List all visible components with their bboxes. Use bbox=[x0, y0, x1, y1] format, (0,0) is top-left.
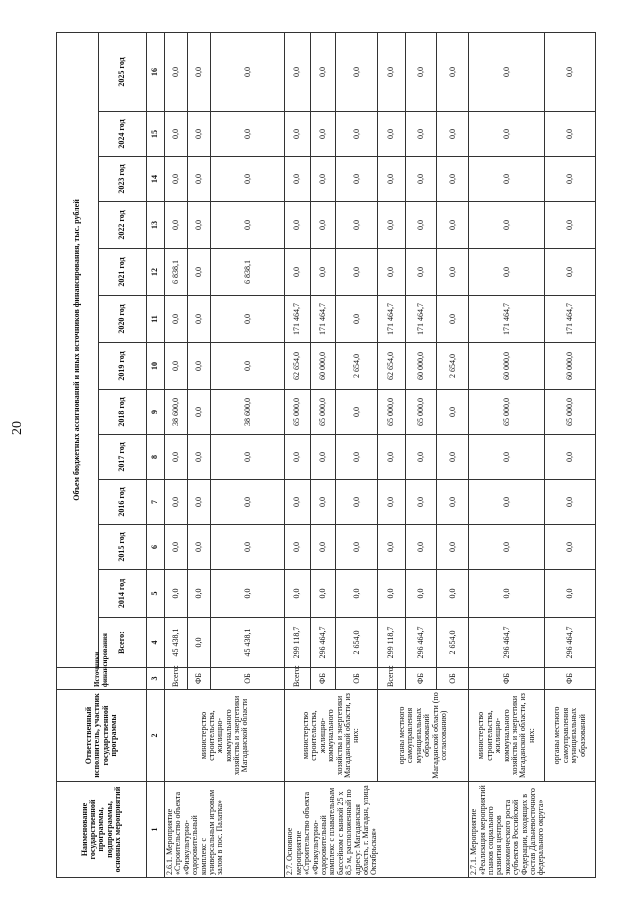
row-executor: органы местного самоуправления муниципальных образований bbox=[545, 690, 596, 782]
cell: 0,0 bbox=[405, 32, 437, 111]
cell: 0,0 bbox=[336, 570, 378, 618]
row-total: 0,0 bbox=[188, 618, 211, 668]
col-num: 14 bbox=[147, 157, 165, 202]
cell: 65 000,0 bbox=[469, 390, 545, 435]
row-source: ОБ bbox=[437, 668, 469, 690]
cell: 38 600,0 bbox=[211, 390, 285, 435]
header-year: 2022 год bbox=[99, 202, 147, 249]
col-num: 13 bbox=[147, 202, 165, 249]
cell: 62 654,0 bbox=[378, 343, 405, 390]
cell: 0,0 bbox=[437, 390, 469, 435]
row-total: 296 464,7 bbox=[469, 618, 545, 668]
cell: 0,0 bbox=[378, 112, 405, 157]
header-total: Всего: bbox=[99, 618, 147, 668]
cell: 0,0 bbox=[545, 525, 596, 570]
row-total: 2 654,0 bbox=[437, 618, 469, 668]
cell: 0,0 bbox=[285, 202, 310, 249]
cell: 0,0 bbox=[285, 480, 310, 525]
page-number: 20 bbox=[10, 421, 25, 435]
cell: 0,0 bbox=[336, 157, 378, 202]
cell: 171 464,7 bbox=[378, 296, 405, 343]
cell: 0,0 bbox=[378, 157, 405, 202]
cell: 0,0 bbox=[211, 435, 285, 480]
cell: 0,0 bbox=[188, 570, 211, 618]
table-row bbox=[378, 32, 405, 877]
cell: 0,0 bbox=[378, 435, 405, 480]
cell: 0,0 bbox=[211, 157, 285, 202]
cell: 0,0 bbox=[188, 480, 211, 525]
row-total: 299 118,7 bbox=[285, 618, 310, 668]
cell: 0,0 bbox=[310, 202, 335, 249]
table-row bbox=[469, 32, 545, 877]
col-num: 16 bbox=[147, 32, 165, 111]
header-year: 2025 год bbox=[99, 32, 147, 111]
row-name: 2.7.1. Мероприятие «Реализация мероприятий планов социального развития центров экономического роста субъектов Российской Федерации, входящих в состав Дальневосточного федерального округа» bbox=[469, 782, 596, 878]
header-funding: Объем бюджетных ассигнований и иных источников финансирования, тыс. рублей bbox=[57, 32, 99, 667]
header-year: 2021 год bbox=[99, 249, 147, 296]
col-num: 5 bbox=[147, 570, 165, 618]
cell: 0,0 bbox=[378, 249, 405, 296]
cell: 0,0 bbox=[405, 157, 437, 202]
cell: 6 838,1 bbox=[211, 249, 285, 296]
cell: 171 464,7 bbox=[545, 296, 596, 343]
cell: 0,0 bbox=[188, 296, 211, 343]
row-total: 296 464,7 bbox=[405, 618, 437, 668]
cell: 0,0 bbox=[378, 570, 405, 618]
cell: 0,0 bbox=[211, 112, 285, 157]
cell: 0,0 bbox=[285, 112, 310, 157]
cell: 0,0 bbox=[165, 570, 188, 618]
col-num: 2 bbox=[147, 690, 165, 782]
header-year: 2014 год bbox=[99, 570, 147, 618]
header-year: 2018 год bbox=[99, 390, 147, 435]
cell: 0,0 bbox=[165, 435, 188, 480]
cell: 0,0 bbox=[469, 112, 545, 157]
cell: 0,0 bbox=[188, 435, 211, 480]
cell: 0,0 bbox=[437, 202, 469, 249]
row-total: 296 464,7 bbox=[310, 618, 335, 668]
header-executor: Ответственный исполнитель, участник государственной программы bbox=[57, 690, 147, 782]
cell: 0,0 bbox=[310, 32, 335, 111]
row-source: ОБ bbox=[211, 668, 285, 690]
col-num: 6 bbox=[147, 525, 165, 570]
cell: 0,0 bbox=[310, 525, 335, 570]
cell: 0,0 bbox=[336, 525, 378, 570]
cell: 0,0 bbox=[545, 202, 596, 249]
cell: 0,0 bbox=[165, 525, 188, 570]
col-num: 15 bbox=[147, 112, 165, 157]
col-num: 4 bbox=[147, 618, 165, 668]
cell: 0,0 bbox=[405, 480, 437, 525]
cell: 0,0 bbox=[336, 296, 378, 343]
cell: 62 654,0 bbox=[285, 343, 310, 390]
cell: 0,0 bbox=[469, 249, 545, 296]
row-source: Всего: bbox=[378, 668, 405, 690]
header-year: 2023 год bbox=[99, 157, 147, 202]
cell: 38 600,0 bbox=[165, 390, 188, 435]
header-name: Наименование государственной программы, подпрограммы, основных мероприятий bbox=[57, 782, 147, 878]
row-executor: министерство строительства, жилищно-коммунального хозяйства и энергетики Магаданской области, из них: bbox=[469, 690, 545, 782]
cell: 0,0 bbox=[188, 249, 211, 296]
row-source: ФБ bbox=[188, 668, 211, 690]
cell: 0,0 bbox=[469, 525, 545, 570]
row-source: ФБ bbox=[405, 668, 437, 690]
row-source: ОБ bbox=[336, 668, 378, 690]
cell: 0,0 bbox=[211, 525, 285, 570]
cell: 0,0 bbox=[405, 202, 437, 249]
cell: 0,0 bbox=[545, 435, 596, 480]
row-executor: министерство строительства, жилищно-коммунального хозяйства и энергетики Магаданской области, из них: bbox=[285, 690, 378, 782]
cell: 0,0 bbox=[211, 570, 285, 618]
cell: 0,0 bbox=[545, 157, 596, 202]
cell: 0,0 bbox=[437, 249, 469, 296]
cell: 0,0 bbox=[437, 32, 469, 111]
table-row bbox=[545, 32, 596, 877]
cell: 0,0 bbox=[310, 157, 335, 202]
cell: 0,0 bbox=[405, 570, 437, 618]
cell: 0,0 bbox=[188, 343, 211, 390]
cell: 0,0 bbox=[469, 202, 545, 249]
cell: 0,0 bbox=[310, 570, 335, 618]
cell: 171 464,7 bbox=[285, 296, 310, 343]
cell: 0,0 bbox=[211, 202, 285, 249]
cell: 0,0 bbox=[165, 157, 188, 202]
col-num: 12 bbox=[147, 249, 165, 296]
cell: 2 654,0 bbox=[336, 343, 378, 390]
cell: 0,0 bbox=[165, 343, 188, 390]
cell: 0,0 bbox=[469, 570, 545, 618]
header-year: 2017 год bbox=[99, 435, 147, 480]
cell: 0,0 bbox=[285, 570, 310, 618]
cell: 0,0 bbox=[469, 480, 545, 525]
row-source: ФБ bbox=[469, 668, 545, 690]
cell: 0,0 bbox=[336, 112, 378, 157]
cell: 0,0 bbox=[165, 480, 188, 525]
row-executor: министерство строительства, жилищно-коммунального хозяйства и энергетики Магаданской области bbox=[165, 690, 285, 782]
table-row bbox=[285, 32, 310, 877]
col-num: 9 bbox=[147, 390, 165, 435]
cell: 0,0 bbox=[285, 435, 310, 480]
cell: 0,0 bbox=[336, 480, 378, 525]
column-number-row bbox=[147, 32, 165, 877]
cell: 60 000,0 bbox=[545, 343, 596, 390]
cell: 171 464,7 bbox=[469, 296, 545, 343]
cell: 65 000,0 bbox=[545, 390, 596, 435]
row-name: 2.6.1. Мероприятие «Строительство объекта «Физкультурно-оздоровительный комплекс с универсальным игровым залом в пос. Палатка» bbox=[165, 782, 285, 878]
cell: 0,0 bbox=[285, 249, 310, 296]
row-source: ФБ bbox=[310, 668, 335, 690]
row-name: 2.7. Основное мероприятие «Строительство объекта «Физкультурно-оздоровительный комплекс с плавательным бассейном с ванной 25 х 8,5 м, расположенный по адресу: Магаданская область, г. Магадан, улица Октябрьская» bbox=[285, 782, 469, 878]
cell: 0,0 bbox=[469, 32, 545, 111]
cell: 0,0 bbox=[285, 32, 310, 111]
row-executor: органы местного самоуправления муниципальных образований Магаданской области (по согласованию) bbox=[378, 690, 469, 782]
cell: 0,0 bbox=[545, 32, 596, 111]
header-year: 2016 год bbox=[99, 480, 147, 525]
cell: 60 000,0 bbox=[405, 343, 437, 390]
cell: 0,0 bbox=[378, 480, 405, 525]
cell: 171 464,7 bbox=[310, 296, 335, 343]
cell: 65 000,0 bbox=[310, 390, 335, 435]
row-source: Всего: bbox=[165, 668, 188, 690]
cell: 65 000,0 bbox=[405, 390, 437, 435]
col-num: 11 bbox=[147, 296, 165, 343]
header-year: 2015 год bbox=[99, 525, 147, 570]
cell: 0,0 bbox=[165, 202, 188, 249]
cell: 0,0 bbox=[545, 570, 596, 618]
col-num: 7 bbox=[147, 480, 165, 525]
col-num: 8 bbox=[147, 435, 165, 480]
cell: 0,0 bbox=[310, 112, 335, 157]
cell: 60 000,0 bbox=[469, 343, 545, 390]
cell: 0,0 bbox=[188, 202, 211, 249]
cell: 0,0 bbox=[336, 249, 378, 296]
cell: 0,0 bbox=[437, 112, 469, 157]
cell: 0,0 bbox=[405, 525, 437, 570]
col-num: 1 bbox=[147, 782, 165, 878]
header-year: 2019 год bbox=[99, 343, 147, 390]
cell: 0,0 bbox=[285, 525, 310, 570]
cell: 0,0 bbox=[188, 390, 211, 435]
cell: 0,0 bbox=[336, 202, 378, 249]
cell: 171 464,7 bbox=[405, 296, 437, 343]
cell: 2 654,0 bbox=[437, 343, 469, 390]
cell: 0,0 bbox=[336, 435, 378, 480]
row-total: 45 438,1 bbox=[211, 618, 285, 668]
cell: 0,0 bbox=[545, 249, 596, 296]
cell: 0,0 bbox=[165, 296, 188, 343]
table-row bbox=[165, 32, 188, 877]
row-source: ФБ bbox=[545, 668, 596, 690]
cell: 0,0 bbox=[188, 157, 211, 202]
cell: 0,0 bbox=[437, 480, 469, 525]
cell: 0,0 bbox=[336, 390, 378, 435]
cell: 0,0 bbox=[545, 112, 596, 157]
cell: 0,0 bbox=[545, 480, 596, 525]
cell: 0,0 bbox=[405, 435, 437, 480]
cell: 0,0 bbox=[469, 157, 545, 202]
row-total: 2 654,0 bbox=[336, 618, 378, 668]
cell: 0,0 bbox=[437, 435, 469, 480]
header-source: Источники финансирования bbox=[57, 668, 147, 690]
cell: 0,0 bbox=[211, 296, 285, 343]
cell: 6 838,1 bbox=[165, 249, 188, 296]
cell: 0,0 bbox=[437, 525, 469, 570]
cell: 0,0 bbox=[310, 249, 335, 296]
cell: 0,0 bbox=[437, 296, 469, 343]
col-num: 3 bbox=[147, 668, 165, 690]
cell: 65 000,0 bbox=[285, 390, 310, 435]
cell: 0,0 bbox=[165, 32, 188, 111]
cell: 0,0 bbox=[188, 112, 211, 157]
cell: 0,0 bbox=[405, 249, 437, 296]
cell: 0,0 bbox=[336, 32, 378, 111]
row-total: 296 464,7 bbox=[545, 618, 596, 668]
cell: 0,0 bbox=[437, 157, 469, 202]
cell: 60 000,0 bbox=[310, 343, 335, 390]
row-total: 45 438,1 bbox=[165, 618, 188, 668]
cell: 0,0 bbox=[378, 32, 405, 111]
header-year: 2024 год bbox=[99, 112, 147, 157]
cell: 0,0 bbox=[211, 343, 285, 390]
cell: 0,0 bbox=[378, 525, 405, 570]
cell: 0,0 bbox=[285, 157, 310, 202]
cell: 0,0 bbox=[165, 112, 188, 157]
rotated-table-wrapper bbox=[56, 33, 596, 878]
cell: 0,0 bbox=[188, 525, 211, 570]
cell: 0,0 bbox=[437, 570, 469, 618]
row-total: 299 118,7 bbox=[378, 618, 405, 668]
cell: 0,0 bbox=[378, 202, 405, 249]
cell: 0,0 bbox=[310, 480, 335, 525]
col-num: 10 bbox=[147, 343, 165, 390]
cell: 65 000,0 bbox=[378, 390, 405, 435]
cell: 0,0 bbox=[211, 480, 285, 525]
funding-table bbox=[56, 32, 596, 878]
cell: 0,0 bbox=[188, 32, 211, 111]
cell: 0,0 bbox=[405, 112, 437, 157]
row-source: Всего: bbox=[285, 668, 310, 690]
cell: 0,0 bbox=[211, 32, 285, 111]
cell: 0,0 bbox=[310, 435, 335, 480]
header-year: 2020 год bbox=[99, 296, 147, 343]
cell: 0,0 bbox=[469, 435, 545, 480]
